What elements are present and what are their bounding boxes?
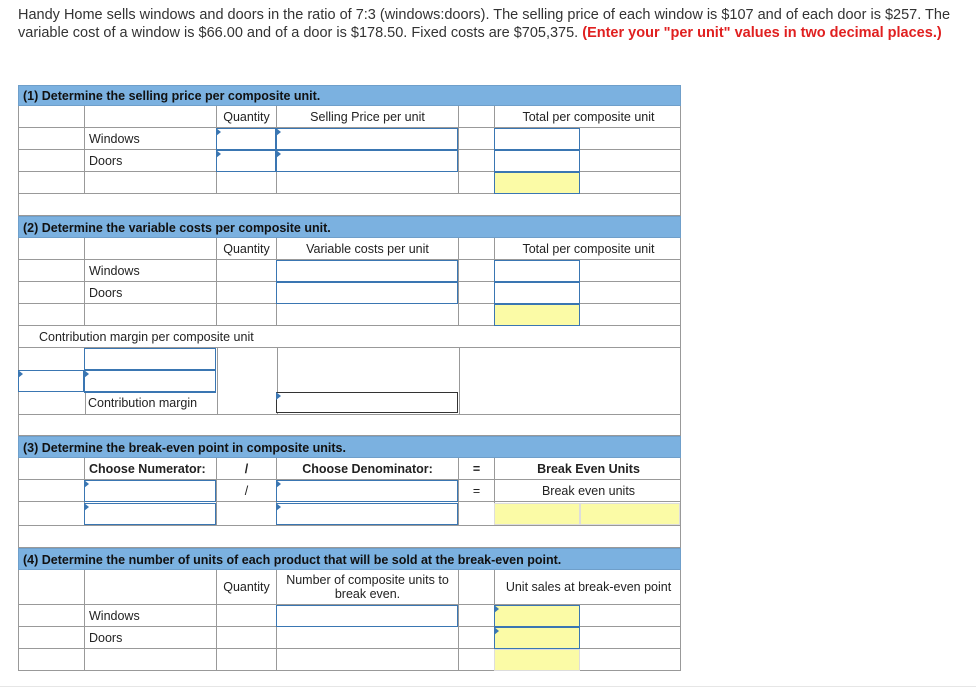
cm-title: Contribution margin per composite unit [39, 330, 254, 344]
part4-total-row [18, 649, 681, 671]
part4-header: (4) Determine the number of units of each product that will be sold at the break-even point. [18, 548, 681, 570]
equals-symbol: = [459, 458, 495, 479]
part4-doors-label: Doors [85, 627, 217, 648]
part2-total-header: Total per composite unit [522, 241, 655, 256]
instruction-emphasis: (Enter your "per unit" values in two decimal places.) [582, 25, 942, 41]
part1-windows-label: Windows [85, 128, 217, 149]
part1-doors-quantity-input[interactable] [216, 150, 276, 172]
part4-quantity-header: Quantity [217, 570, 277, 604]
spacer-row [18, 526, 681, 548]
part4-sales-header: Unit sales at break-even point [505, 580, 672, 594]
input-marker-icon [216, 150, 221, 158]
spacer-row [18, 194, 681, 216]
input-marker-icon [276, 503, 281, 511]
cm-result-input[interactable] [276, 392, 458, 413]
input-marker-icon [276, 392, 281, 400]
part1-price-header: Selling Price per unit [277, 106, 459, 127]
part1-total-row [18, 172, 681, 194]
part2-windows-label: Windows [85, 260, 217, 281]
part1-doors-price-input[interactable] [276, 150, 458, 172]
cm-price-total-input[interactable] [84, 348, 216, 370]
part1-windows-quantity-input[interactable] [216, 128, 276, 150]
part2-doors-label: Doors [85, 282, 217, 303]
part1-column-header-row [18, 106, 681, 128]
part1-total-header: Total per composite unit [522, 109, 655, 124]
part2-header: (2) Determine the variable costs per composite unit. [18, 216, 681, 238]
problem-text: Handy Home sells windows and doors in the ratio of 7:3 (windows:doors). The selling price of each window is $107 and of each door is $257. The variable cost of a window is $66.00 and of a door is $178.50. Fixed costs are $705,375. [18, 7, 951, 41]
numerator-value-input[interactable] [84, 503, 216, 525]
spacer-row [18, 415, 681, 436]
part4-composite-units-input[interactable] [276, 605, 458, 627]
input-marker-icon [276, 150, 281, 158]
part2-doors-total-input[interactable] [494, 282, 580, 304]
slash-symbol: / [217, 458, 277, 479]
part4-column-header-row [18, 570, 681, 605]
page-divider [0, 686, 976, 687]
part3-header: (3) Determine the break-even point in composite units. [18, 436, 681, 458]
problem-statement [18, 6, 963, 42]
part2-windows-cost-input[interactable] [276, 260, 458, 282]
input-marker-icon [18, 370, 23, 378]
part4-doors-sales [494, 627, 580, 649]
part3-label-row [18, 458, 681, 480]
input-marker-icon [84, 480, 89, 488]
input-marker-icon [216, 128, 221, 136]
part4-windows-sales [494, 605, 580, 627]
part2-windows-total-input[interactable] [494, 260, 580, 282]
part1-header: (1) Determine the selling price per composite unit. [18, 85, 681, 106]
part1-quantity-header: Quantity [217, 106, 277, 127]
part2-doors-cost-input[interactable] [276, 282, 458, 304]
break-even-header: Break Even Units [537, 461, 640, 476]
input-marker-icon [494, 605, 499, 613]
part1-windows-price-input[interactable] [276, 128, 458, 150]
input-marker-icon [84, 370, 89, 378]
numerator-select[interactable] [84, 480, 216, 502]
numerator-label: Choose Numerator: [85, 458, 217, 479]
denominator-select[interactable] [276, 480, 458, 502]
part2-cost-header: Variable costs per unit [277, 238, 459, 259]
part4-units-header: Number of composite units to break even. [277, 570, 459, 604]
equals-symbol: = [459, 480, 495, 501]
part4-windows-label: Windows [85, 605, 217, 626]
cm-label: Contribution margin [84, 392, 216, 414]
part1-doors-label: Doors [85, 150, 217, 171]
part2-column-header-row [18, 238, 681, 260]
part2-quantity-header: Quantity [217, 238, 277, 259]
part1-windows-total-input[interactable] [494, 128, 580, 150]
break-even-units-result-2 [580, 503, 680, 525]
break-even-units-result [494, 503, 580, 525]
part1-composite-total [494, 172, 580, 194]
cm-operator-select[interactable] [18, 370, 84, 392]
input-marker-icon [276, 480, 281, 488]
part4-total-sales [494, 649, 580, 671]
denominator-label: Choose Denominator: [277, 458, 459, 479]
part1-doors-total-input[interactable] [494, 150, 580, 172]
input-marker-icon [494, 627, 499, 635]
part2-composite-total [494, 304, 580, 326]
input-marker-icon [84, 503, 89, 511]
break-even-label: Break even units [541, 483, 636, 498]
input-marker-icon [276, 128, 281, 136]
denominator-value-input[interactable] [276, 503, 458, 525]
part2-total-row [18, 304, 681, 326]
cm-variable-total-input[interactable] [84, 370, 216, 392]
part4-doors-row [18, 627, 681, 649]
slash-symbol: / [217, 480, 277, 501]
